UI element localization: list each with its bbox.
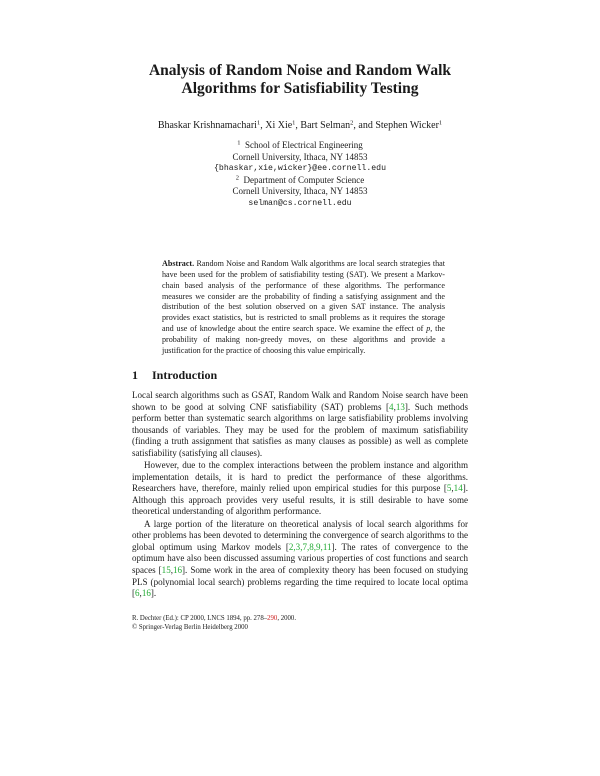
affiliation-2-email: selman@cs.cornell.edu — [248, 198, 352, 208]
affiliation-1-dept: $^1$ School of Electrical Engineering — [237, 139, 363, 150]
affiliations — [150, 140, 450, 210]
affiliation-1-mark: 1 — [237, 139, 241, 147]
citation-link[interactable]: 2,3,7,8,9,11 — [288, 541, 332, 552]
abstract-text-a: Random Noise and Random Walk algorithms are local search strategies that have been used for the problem of satisfiability testing (SAT). We present a Markov-chain based analysis of the performance of these algorithms. The performance measures we consider are the probability of finding a satisfying assignment and the distribution of the best solution observed on a given SAT instance. The analysis provides exact statistics, but is restricted to small problems as it requires the storage and use of knowledge about the entire search space. We examine the effect of — [162, 259, 445, 334]
citation-link[interactable]: 14 — [453, 483, 463, 494]
author-affil-mark: 2 — [350, 119, 354, 127]
author-separator: , and — [353, 120, 376, 131]
citation-link[interactable]: 13 — [395, 401, 405, 412]
author-list — [60, 119, 540, 132]
title-line-1: Analysis of Random Noise and Random Walk — [148, 62, 452, 79]
citation-link[interactable]: 6 — [135, 588, 140, 599]
affiliation-1-univ: Cornell University, Ithaca, NY 14853 — [232, 151, 368, 162]
abstract-text-b: , the probability of making non-greedy moves, on these algorithms and provide a justification for the practice of choosing this value empirically. — [162, 324, 446, 355]
citation-link[interactable]: 16 — [172, 564, 183, 575]
citation-link[interactable]: 15 — [161, 564, 171, 575]
author-affil-mark: 1 — [292, 119, 296, 127]
section-number: 1 — [132, 368, 138, 382]
symbol-p: p — [426, 324, 431, 334]
footer-copyright: © Springer-Verlag Berlin Heidelberg 2000 — [132, 623, 248, 631]
title-line-2: Algorithms for Satisfiability Testing — [181, 80, 419, 97]
paragraph-1: Local search algorithms such as GSAT, Random Walk and Random Noise search have been shown to be good at solving CNF satisfiability (SAT) problems [4,13]. Such methods perform better than systematic search algorithms on large satisfiability problems involving thousands of variables. They may be used for the problem of maximum satisfiability (finding a truth assignment that satisfies as many clauses as possible) as well as complete satisfiability (satisfying all clauses). — [132, 390, 468, 458]
paragraph-2: However, due to the complex interactions between the problem instance and algorithm implementation details, it is hard to predict the performance of these algorithms. Researchers have, therefore, mainly relied upon empirical studies for this purpose [5,14]. Although this approach provides very useful results, it is still desirable to have some theoretical understanding of algorithm performance. — [132, 460, 468, 517]
author-name: Bart Selman — [300, 120, 351, 131]
author-separator: , — [260, 120, 266, 131]
body-text — [132, 390, 468, 600]
footer-line-1: R. Dechter (Ed.): CP 2000, LNCS 1894, pp. 278–290, 2000. — [132, 615, 297, 622]
author-affil-mark: 1 — [438, 119, 443, 127]
affiliation-1-email: {bhaskar,xie,wicker}@ee.cornell.edu — [214, 164, 386, 174]
citation-link[interactable]: 16 — [141, 588, 151, 599]
paper-title — [100, 62, 500, 98]
section-title: Introduction — [152, 368, 218, 382]
page-link[interactable]: 290 — [267, 615, 278, 622]
paragraph-3: A large portion of the literature on theoretical analysis of local search algorithms for other problems has been devoted to determining the convergence of search algorithms to the global optimum using Markov models [2,3,7,8,9,11]. The rates of convergence to the optimum have also been discussed assuming various properties of cost functions and search spaces [15,16]. Some work in the area of complexity theory has been focused on studying PLS (polynomial local search) problems regarding the time required to locate local optima [6,16]. — [132, 518, 469, 599]
affiliation-2-mark: 2 — [235, 174, 240, 182]
author-name: Xi Xie — [265, 120, 293, 131]
abstract — [162, 259, 445, 357]
author-name: Stephen Wicker — [375, 120, 439, 131]
abstract-label: Abstract. — [162, 259, 195, 268]
author-affil-mark: 1 — [256, 119, 261, 127]
section-heading — [132, 368, 217, 382]
author-separator: , — [295, 120, 301, 131]
citation-link[interactable]: 5 — [446, 483, 452, 494]
footer-citation — [132, 615, 472, 632]
author-name: Bhaskar Krishnamachari — [157, 120, 257, 131]
citation-link[interactable]: 4 — [389, 401, 394, 412]
affiliation-2-dept: $^2$ Department of Computer Science — [235, 174, 365, 185]
affiliation-2-univ: Cornell University, Ithaca, NY 14853 — [232, 186, 368, 197]
